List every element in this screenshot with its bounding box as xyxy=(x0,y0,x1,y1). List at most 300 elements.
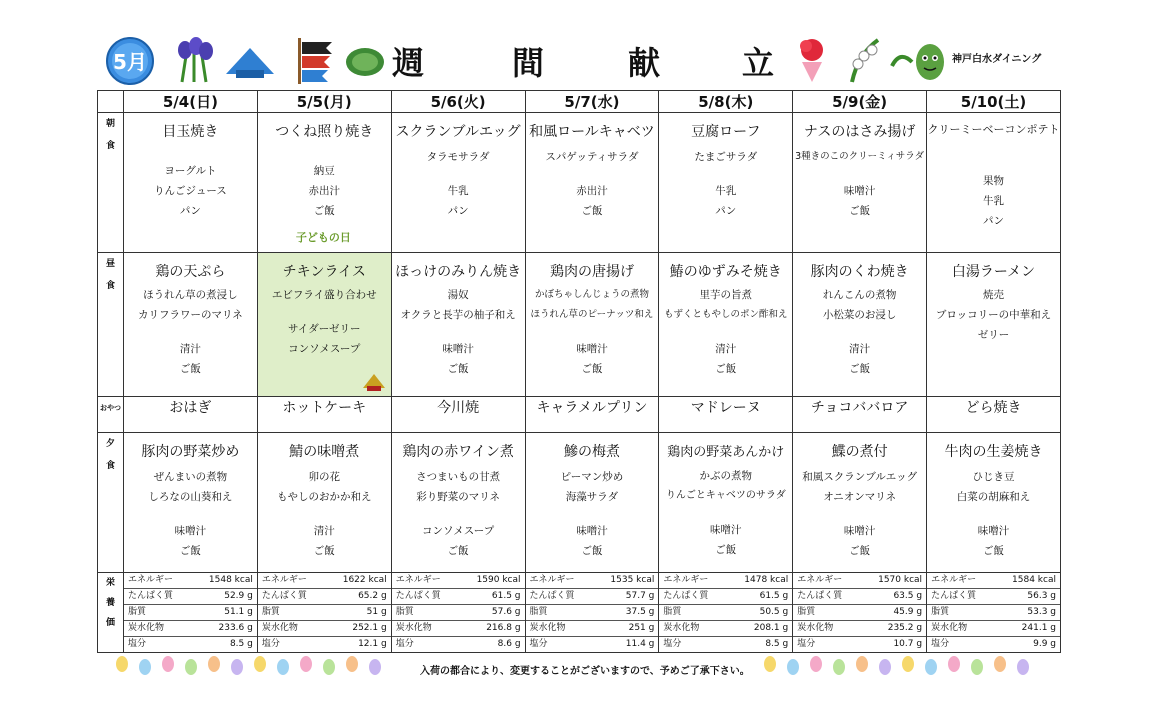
side-dish: ご飯 xyxy=(179,545,201,557)
balloon-icon xyxy=(300,656,312,672)
snack-row xyxy=(98,397,1061,433)
breakfast-cell xyxy=(659,113,793,253)
breakfast-cell xyxy=(391,113,525,253)
nutrition-label: 炭水化物 xyxy=(395,623,432,633)
side-dish: 清汁 xyxy=(179,343,201,355)
nutrition-value: 61.5 g xyxy=(759,591,789,601)
nutrition-item xyxy=(124,589,257,605)
main-dish: 鰈の煮付 xyxy=(831,444,888,460)
side-dish: ブロッコリーの中華和え xyxy=(935,309,1052,321)
balloon-icon xyxy=(971,659,983,675)
nutrition-item xyxy=(793,637,926,652)
side-dish: ピーマン炒め xyxy=(560,471,624,483)
nutrition-label: エネルギー xyxy=(395,575,441,585)
nutrition-item xyxy=(526,605,659,621)
kodomo-no-hi-label: 子どもの日 xyxy=(295,231,351,244)
row-label-char: 食 xyxy=(105,461,115,471)
nutrition-label: たんぱく質 xyxy=(128,591,174,601)
snack-cell: キャラメルプリン xyxy=(525,397,659,433)
snack-cell: ホットケーキ xyxy=(257,397,391,433)
side-dish: ご飯 xyxy=(581,545,603,557)
nutrition-label: 塩分 xyxy=(663,639,682,649)
breakfast-label xyxy=(98,113,124,253)
nutrition-label: エネルギー xyxy=(797,575,843,585)
breakfast-cell xyxy=(927,113,1061,253)
balloons-left-icon xyxy=(112,654,402,680)
weekly-menu-table xyxy=(97,90,1061,653)
footer-note: 入荷の都合により、変更することがございますので、予めご了承下さい。 xyxy=(420,666,750,677)
nutrition-item xyxy=(659,573,792,589)
side-dish: りんごとキャベツのサラダ xyxy=(665,490,786,501)
nutrition-value: 1590 kcal xyxy=(476,575,521,585)
side-dish: ご飯 xyxy=(715,544,737,556)
main-dish: ほっけのみりん焼き xyxy=(395,264,522,280)
balloon-icon xyxy=(116,656,128,672)
main-dish: チキンライス xyxy=(282,264,366,280)
month-badge-icon xyxy=(104,36,156,86)
side-dish: パン xyxy=(447,205,469,217)
nutrition-item xyxy=(124,637,257,652)
breakfast-cell xyxy=(124,113,258,253)
dinner-row xyxy=(98,433,1061,573)
nutrition-value: 216.8 g xyxy=(486,623,521,633)
nutrition-value: 52.9 g xyxy=(224,591,253,601)
nutrition-label: たんぱく質 xyxy=(797,591,843,601)
side-dish: 清汁 xyxy=(313,525,335,537)
row-label-char: 養 xyxy=(105,598,115,608)
side-dish: ほうれん草のピーナッツ和え xyxy=(530,309,654,320)
balloon-icon xyxy=(208,656,220,672)
side-dish: かぶの煮物 xyxy=(699,470,753,482)
nutrition-label: 炭水化物 xyxy=(931,623,968,633)
side-dish: 湯奴 xyxy=(447,289,469,301)
nutrition-label: エネルギー xyxy=(261,575,307,585)
side-dish: サイダーゼリー xyxy=(287,323,361,335)
nutrition-label: エネルギー xyxy=(931,575,977,585)
nutrition-label: 脂質 xyxy=(395,607,414,617)
main-dish: 白湯ラーメン xyxy=(951,264,1036,280)
nutrition-item xyxy=(526,621,659,637)
side-dish: ご飯 xyxy=(715,363,737,375)
side-dish: コンソメスープ xyxy=(288,343,361,355)
main-dish: 目玉焼き xyxy=(162,124,219,140)
main-dish: 鰆のゆずみそ焼き xyxy=(669,264,782,280)
date-header: 5/8(木) xyxy=(659,91,793,113)
nutrition-label: 塩分 xyxy=(128,639,147,649)
carnation-icon xyxy=(792,36,832,84)
kashiwamochi-icon xyxy=(344,42,386,78)
dinner-cell xyxy=(257,433,391,573)
side-dish: ヨーグルト xyxy=(164,165,217,177)
nutrition-label: 炭水化物 xyxy=(663,623,700,633)
nutrition-label: エネルギー xyxy=(128,575,174,585)
side-dish: 3種きのこのクリーミィサラダ xyxy=(795,151,925,162)
title-char: 献 xyxy=(628,44,661,82)
side-dish: カリフラワーのマリネ xyxy=(138,309,243,321)
nutrition-value: 63.5 g xyxy=(893,591,923,601)
nutrition-value: 251 g xyxy=(628,623,655,633)
nutrition-value: 8.6 g xyxy=(497,639,521,649)
nutrition-value: 241.1 g xyxy=(1021,623,1056,633)
side-dish: ご飯 xyxy=(581,363,603,375)
breakfast-row xyxy=(98,113,1061,253)
nutrition-item xyxy=(526,573,659,589)
nutrition-label: 塩分 xyxy=(261,639,280,649)
row-label-char: 食 xyxy=(105,141,115,151)
side-dish: ご飯 xyxy=(179,363,201,375)
balloon-icon xyxy=(856,656,868,672)
date-header: 5/7(水) xyxy=(525,91,659,113)
main-dish: ナスのはさみ揚げ xyxy=(803,124,916,140)
balloon-icon xyxy=(323,659,335,675)
side-dish: ひじき豆 xyxy=(972,471,1015,483)
nutrition-item xyxy=(793,589,926,605)
side-dish: 味噌汁 xyxy=(576,525,608,537)
lunch-row xyxy=(98,253,1061,397)
nutrition-value: 57.6 g xyxy=(491,607,521,617)
nutrition-label: 脂質 xyxy=(931,607,950,617)
balloon-icon xyxy=(902,656,914,672)
side-dish: ご飯 xyxy=(983,545,1005,557)
breakfast-cell xyxy=(525,113,659,253)
side-dish: 味噌汁 xyxy=(977,525,1010,537)
date-header: 5/10(土) xyxy=(927,91,1061,113)
nutrition-value: 65.2 g xyxy=(358,591,387,601)
main-dish: 豆腐ローフ xyxy=(691,124,761,140)
header xyxy=(0,0,1160,92)
main-dish: 鶏肉の野菜あんかけ xyxy=(667,445,785,460)
side-dish: コンソメスープ xyxy=(421,525,495,537)
side-dish: しろなの山葵和え xyxy=(148,491,233,503)
nutrition-item xyxy=(258,589,391,605)
side-dish: スパゲッティサラダ xyxy=(545,151,639,163)
side-dish: たまごサラダ xyxy=(694,151,758,163)
brand-name: 神戸白水ダイニング xyxy=(952,54,1042,65)
date-header-row xyxy=(98,91,1061,113)
date-header: 5/9(金) xyxy=(793,91,927,113)
mascot-icon xyxy=(890,36,950,84)
nutrition-value: 10.7 g xyxy=(893,639,923,649)
side-dish: 彩り野菜のマリネ xyxy=(416,491,500,503)
nutrition-label: 炭水化物 xyxy=(128,623,165,633)
nutrition-label: 塩分 xyxy=(931,639,950,649)
dinner-cell xyxy=(391,433,525,573)
side-dish: オニオンマリネ xyxy=(823,491,897,503)
side-dish: ご飯 xyxy=(447,545,469,557)
month-badge-text: 5月 xyxy=(113,50,147,74)
koinobori-icon xyxy=(294,36,336,84)
side-dish: パン xyxy=(179,205,201,217)
snack-label: おやつ xyxy=(98,397,124,433)
side-dish: 味噌汁 xyxy=(843,525,876,537)
side-dish: れんこんの煮物 xyxy=(822,289,897,301)
nutrition-value: 9.9 g xyxy=(1033,639,1056,649)
nutrition-item xyxy=(659,605,792,621)
nutrition-label: 脂質 xyxy=(797,607,816,617)
nutrition-label: たんぱく質 xyxy=(261,591,307,601)
side-dish: 清汁 xyxy=(849,343,871,355)
side-dish: ぜんまいの煮物 xyxy=(153,471,228,483)
lunch-cell xyxy=(659,253,793,397)
side-dish: ご飯 xyxy=(849,363,871,375)
nutrition-item xyxy=(927,637,1060,652)
kabuto-icon xyxy=(361,372,387,392)
nutrition-label: 脂質 xyxy=(261,607,280,617)
nutrition-label: たんぱく質 xyxy=(529,591,575,601)
nutrition-cell xyxy=(793,573,927,653)
nutrition-item xyxy=(793,605,926,621)
side-dish: 白菜の胡麻和え xyxy=(956,491,1031,503)
balloon-icon xyxy=(231,659,243,675)
side-dish: ゼリー xyxy=(977,329,1010,341)
nutrition-label: たんぱく質 xyxy=(931,591,977,601)
snack-cell: どら焼き xyxy=(927,397,1061,433)
nutrition-item xyxy=(258,573,391,589)
side-dish: もずくともやしのポン酢和え xyxy=(664,309,788,320)
balloon-icon xyxy=(925,659,937,675)
balloon-icon xyxy=(1017,659,1029,675)
nutrition-label: 脂質 xyxy=(663,607,682,617)
date-header: 5/5(月) xyxy=(257,91,391,113)
nutrition-value: 1548 kcal xyxy=(208,575,253,585)
main-dish: 和風ロールキャベツ xyxy=(529,124,655,140)
nutrition-value: 252.1 g xyxy=(352,623,387,633)
iris-icon xyxy=(172,36,218,84)
side-dish: さつまいもの甘煮 xyxy=(416,471,501,483)
side-dish: 赤出汁 xyxy=(308,185,341,197)
side-dish: 牛乳 xyxy=(715,185,737,197)
side-dish: エビフライ盛り合わせ xyxy=(271,289,377,301)
balloon-icon xyxy=(879,659,891,675)
dinner-cell xyxy=(124,433,258,573)
side-dish: 納豆 xyxy=(313,165,335,177)
lunch-label xyxy=(98,253,124,397)
nutrition-label: エネルギー xyxy=(663,575,709,585)
nutrition-item xyxy=(927,573,1060,589)
nutrition-item xyxy=(392,621,525,637)
nutrition-value: 50.5 g xyxy=(759,607,789,617)
side-dish: もやしのおかか和え xyxy=(277,491,372,503)
nutrition-item xyxy=(927,621,1060,637)
nutrition-value: 11.4 g xyxy=(625,639,655,649)
balloon-icon xyxy=(948,656,960,672)
nutrition-value: 1622 kcal xyxy=(342,575,387,585)
nutrition-cell xyxy=(659,573,793,653)
lunch-cell-special xyxy=(257,231,391,397)
nutrition-cell xyxy=(525,573,659,653)
side-dish: ご飯 xyxy=(313,205,335,217)
nutrition-cell xyxy=(257,573,391,653)
balloon-icon xyxy=(346,656,358,672)
nutrition-value: 45.9 g xyxy=(893,607,923,617)
nutrition-item xyxy=(124,621,257,637)
nutrition-cell xyxy=(391,573,525,653)
nutrition-value: 1478 kcal xyxy=(744,575,789,585)
side-dish: 里芋の旨煮 xyxy=(699,289,753,301)
nutrition-label: 炭水化物 xyxy=(797,623,834,633)
side-dish: 味噌汁 xyxy=(843,185,876,197)
side-dish: ご飯 xyxy=(447,363,469,375)
side-dish: かぼちゃしんじょうの煮物 xyxy=(534,289,649,300)
side-dish: 和風スクランブルエッグ xyxy=(802,471,918,483)
nutrition-value: 51 g xyxy=(366,607,387,617)
row-label-char: 朝 xyxy=(105,119,115,129)
nutrition-value: 8.5 g xyxy=(765,639,789,649)
balloon-icon xyxy=(162,656,174,672)
side-dish: パン xyxy=(983,215,1005,227)
nutrition-label: 脂質 xyxy=(128,607,147,617)
main-dish: 鶏肉の唐揚げ xyxy=(549,264,634,280)
balloon-icon xyxy=(810,656,822,672)
nutrition-value: 208.1 g xyxy=(753,623,789,633)
nutrition-label: たんぱく質 xyxy=(395,591,441,601)
nutrition-item xyxy=(124,605,257,621)
main-dish: スクランブルエッグ xyxy=(395,124,521,140)
balloon-icon xyxy=(764,656,776,672)
side-dish: 牛乳 xyxy=(983,195,1005,207)
side-dish: 味噌汁 xyxy=(174,525,207,537)
nutrition-item xyxy=(258,605,391,621)
balloon-icon xyxy=(787,659,799,675)
side-dish: パン xyxy=(715,205,737,217)
corner-cell xyxy=(98,91,124,113)
row-label-char: 栄 xyxy=(105,578,115,588)
snack-cell: チョコババロア xyxy=(793,397,927,433)
main-dish: 鰺の梅煮 xyxy=(563,444,620,460)
main-dish: 鶏の天ぷら xyxy=(155,264,226,280)
suzuran-icon xyxy=(846,36,886,84)
nutrition-item xyxy=(793,621,926,637)
nutrition-item xyxy=(392,589,525,605)
nutrition-item xyxy=(392,605,525,621)
nutrition-item xyxy=(659,621,792,637)
nutrition-value: 57.7 g xyxy=(625,591,655,601)
nutrition-value: 53.3 g xyxy=(1027,607,1056,617)
lunch-cell xyxy=(793,253,927,397)
nutrition-item xyxy=(927,589,1060,605)
balloon-icon xyxy=(369,659,381,675)
dinner-label xyxy=(98,433,124,573)
main-dish: 鯖の味噌煮 xyxy=(289,444,360,460)
row-label-char: 昼 xyxy=(105,259,115,269)
main-dish: 豚肉の野菜炒め xyxy=(141,444,240,460)
nutrition-item xyxy=(258,637,391,652)
nutrition-label: 炭水化物 xyxy=(261,623,298,633)
lunch-cell xyxy=(525,253,659,397)
nutrition-value: 1584 kcal xyxy=(1012,575,1056,585)
nutrition-value: 8.5 g xyxy=(229,639,253,649)
nutrition-item xyxy=(124,573,257,589)
nutrition-value: 1535 kcal xyxy=(610,575,655,585)
nutrition-value: 235.2 g xyxy=(887,623,923,633)
nutrition-item xyxy=(793,573,926,589)
side-dish: 味噌汁 xyxy=(442,343,474,355)
main-dish: 牛肉の生姜焼き xyxy=(944,444,1043,460)
side-dish: ご飯 xyxy=(849,205,871,217)
nutrition-item xyxy=(392,637,525,652)
kabuto-icon xyxy=(222,44,278,80)
lunch-cell xyxy=(124,253,258,397)
nutrition-label: たんぱく質 xyxy=(663,591,709,601)
nutrition-cell xyxy=(927,573,1061,653)
balloons-right-icon xyxy=(760,654,1050,680)
title-char: 週 xyxy=(392,44,425,82)
side-dish: ご飯 xyxy=(581,205,603,217)
side-dish: ご飯 xyxy=(313,545,335,557)
lunch-cell xyxy=(927,253,1061,397)
side-dish: 小松菜のお浸し xyxy=(822,309,897,321)
nutrition-item xyxy=(659,589,792,605)
title-char: 間 xyxy=(512,44,545,82)
main-dish: クリーミーベーコンポテト xyxy=(927,123,1060,136)
lunch-cell xyxy=(391,253,525,397)
dinner-cell xyxy=(525,433,659,573)
side-dish: 牛乳 xyxy=(447,185,469,197)
main-dish: つくね照り焼き xyxy=(275,124,374,140)
main-dish: 豚肉のくわ焼き xyxy=(810,264,909,280)
dinner-cell xyxy=(793,433,927,573)
nutrition-value: 233.6 g xyxy=(218,623,253,633)
date-header: 5/4(日) xyxy=(124,91,258,113)
balloon-icon xyxy=(185,659,197,675)
side-dish: オクラと長芋の柚子和え xyxy=(400,309,516,321)
balloon-icon xyxy=(833,659,845,675)
balloon-icon xyxy=(277,659,289,675)
side-dish: 卯の花 xyxy=(308,471,341,483)
dinner-cell xyxy=(927,433,1061,573)
nutrition-label xyxy=(98,573,124,653)
balloon-icon xyxy=(254,656,266,672)
nutrition-label: 塩分 xyxy=(395,639,414,649)
nutrition-item xyxy=(526,589,659,605)
row-label-char: 夕 xyxy=(105,439,115,449)
date-header: 5/6(火) xyxy=(391,91,525,113)
side-dish: 海藻サラダ xyxy=(565,491,619,503)
side-dish: 清汁 xyxy=(715,343,737,355)
side-dish: 果物 xyxy=(983,175,1005,187)
snack-cell: おはぎ xyxy=(124,397,258,433)
nutrition-value: 61.5 g xyxy=(491,591,521,601)
nutrition-label: 炭水化物 xyxy=(529,623,566,633)
nutrition-item xyxy=(659,637,792,652)
balloon-icon xyxy=(139,659,151,675)
nutrition-value: 12.1 g xyxy=(358,639,387,649)
breakfast-cell xyxy=(793,113,927,253)
nutrition-value: 1570 kcal xyxy=(878,575,923,585)
nutrition-item xyxy=(927,605,1060,621)
nutrition-value: 51.1 g xyxy=(224,607,253,617)
main-dish: 鶏肉の赤ワイン煮 xyxy=(402,444,514,460)
snack-cell: 今川焼 xyxy=(391,397,525,433)
nutrition-item xyxy=(392,573,525,589)
nutrition-row xyxy=(98,573,1061,653)
side-dish: 味噌汁 xyxy=(576,343,608,355)
nutrition-label: 脂質 xyxy=(529,607,548,617)
side-dish: 焼売 xyxy=(983,289,1005,301)
side-dish: タラモサラダ xyxy=(426,151,490,163)
nutrition-item xyxy=(258,621,391,637)
row-label-char: 価 xyxy=(105,618,115,628)
side-dish: 赤出汁 xyxy=(576,185,608,197)
nutrition-cell xyxy=(124,573,258,653)
side-dish: 味噌汁 xyxy=(710,524,742,536)
nutrition-item xyxy=(526,637,659,652)
side-dish: ほうれん草の煮浸し xyxy=(143,289,238,301)
row-label-char: 食 xyxy=(105,281,115,291)
side-dish: ご飯 xyxy=(849,545,871,557)
nutrition-label: 塩分 xyxy=(529,639,548,649)
balloon-icon xyxy=(994,656,1006,672)
